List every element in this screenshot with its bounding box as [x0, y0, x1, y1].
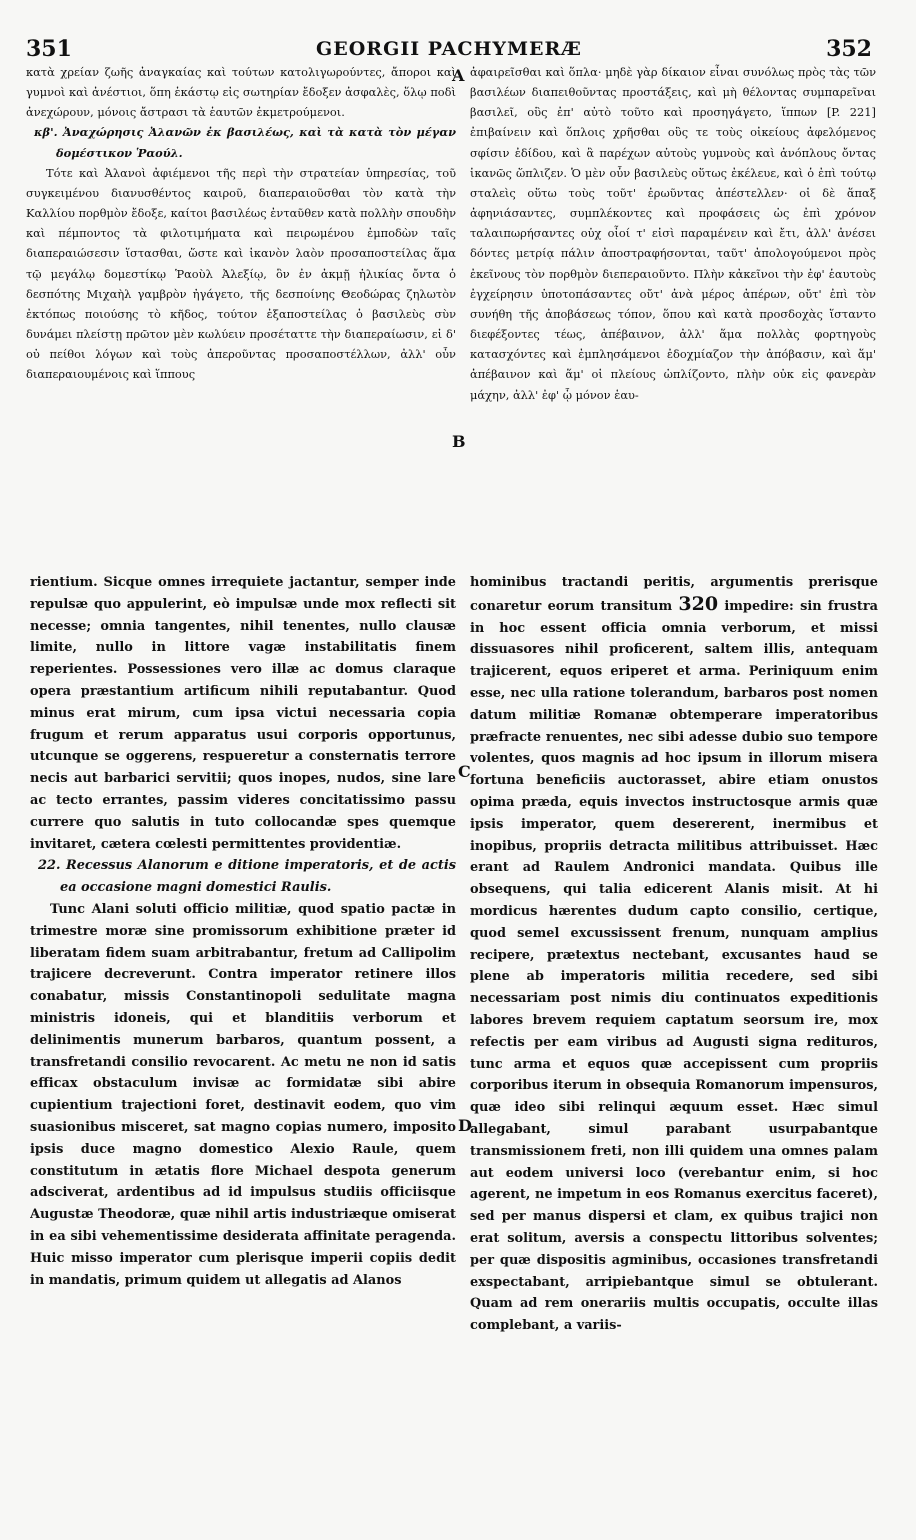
- page-number-left: 351: [26, 36, 72, 62]
- latin-column-right: [470, 572, 878, 1532]
- margin-letter-d: D: [458, 1116, 472, 1135]
- latin-paragraph: [470, 572, 878, 1337]
- margin-letter-a: A: [452, 66, 465, 85]
- page-number-right: 352: [826, 36, 872, 62]
- greek-column-right: [470, 62, 876, 570]
- latin-paragraph: rientium. Sicque omnes irrequiete jactantur, semper inde repulsæ quo appulerint, eò impulsæ unde mox reflecti sit necesse; omnia tangentes, nihil tenentes, nullo clausæ limite, nullo in littore vagæ instabilitatis finem reperientes. Possessiones vero illæ ac domus claraque opera præstantium artificum nihili reputabantur. Quod minus erat mirum, cum ipsa victui necessaria copia frugum et rerum apparatus usui corporis opportunus, utcunque se oggerens, respueretur a consternatis terrore necis aut barbarici servitii; quos inopes, nudos, sine lare ac tecto errantes, passim videres concitatissimo passu currere quo salutis in tuto collocandæ spes quemque invitaret, cætera cœlesti permittentes providentiæ.: [30, 575, 456, 852]
- latin-paragraph: Tunc Alani soluti officio militiæ, quod spatio pactæ in trimestre moræ sine promissorum exhibitione præter id liberatam fidem suam arbitrabantur, fretum ad Callipolim trajicere decreverunt. Contra imperator retinere illos conabatur, missis Constantinopoli sedulitate magna ministris idoneis, qui et blanditiis verborum et delinimentis munerum barbaros, quantum possent, a transfretandi consilio revocarent. Ac metu ne non id satis efficax obstaculum invisæ ac formidatæ sibi abire cupientium trajectioni foret, destinavit eodem, quo vim suasionibus misceret, sat magno copias numero, imposito ipsis duce magno domestico Alexio Raule, quem constitutum in ætatis flore Michael despota generum adsciverat, ardentibus ad id impulsus studiis officiisque Augustæ Theodoræ, quæ nihil artis industriæque omiserat in ea sibi vehementissime desiderata affinitate peragenda. Huic misso imperator cum plerisque imperii copiis dedit in mandatis, primum quidem ut allegatis ad Alanos: [30, 901, 456, 1288]
- margin-letter-b: B: [452, 432, 466, 451]
- greek-section-heading: κβ'. Ἀναχώρησις Ἀλανῶν ἐκ βασιλέως, καὶ τὰ κατὰ τὸν μέγαν δομέστικον Ῥαούλ.: [34, 125, 456, 160]
- greek-paragraph: κατὰ χρείαν ζωῆς ἀναγκαίας καὶ τούτων κατολιγωρούντες, ἄποροι καὶ γυμνοὶ καὶ ἀνέστιοι, ὅπη ἑκάστῳ εἰς σωτηρίαν ἔδοξεν ἀσφαλὲς, ὅλῳ ποδὶ ἀνεχώρουν, μόνοις ἄστρασι τὰ ἑαυτῶν ἐκμετρούμενοι.: [26, 65, 456, 120]
- latin-text: hominibus tractandi peritis, argumentis prerisque conaretur eorum transitum: [470, 575, 878, 614]
- latin-section-heading: 22. Recessus Alanorum e ditione imperatoris, et de actis ea occasione magni domestici Raulis.: [38, 858, 456, 896]
- greek-paragraph: Τότε καὶ Ἀλανοὶ ἀφιέμενοι τῆς περὶ τὴν στρατείαν ὑπηρεσίας, τοῦ συγκειμένου διανυσθέντος καιροῦ, διαπεραιοῦσθαι τὸν κατὰ τὴν Καλλίου πορθμὸν ἔδοξε, καίτοι βασιλέως ἐνταῦθεν κατὰ πολλὴν σπουδὴν καὶ πέμποντος τὰ φιλοτιμήματα καὶ πειρωμένου ἐμποδὼν ταῖς διαπεραιώσεσιν ἵστασθαι, ὥστε καὶ ἱκανὸν λαὸν προσαποστείλας ἅμα τῷ μεγάλῳ δομεστίκῳ Ῥαοὺλ Ἀλεξίῳ, ὃν ἐν ἀκμῇ ἡλικίας ὄντα ὁ δεσπότης Μιχαὴλ γαμβρὸν ἠγάγετο, τῆς δεσποίνης Θεοδώρας ζηλωτὸν ἐκτόπως ποιούσης τὸ κῆδος, τούτον ἐξαποστείλας ὁ βασιλεὺς σὺν δυνάμει πλείστῃ πρῶτον μὲν κωλύειν προσέταττε τὴν διαπεραίωσιν, εἰ δ' οὐ πείθοι λόγων καὶ τοὺς ἀπεροῦντας προσαποστέλλων, ἀλλ' οὖν διαπεραιουμένοις καὶ ἵππους: [26, 165, 456, 382]
- latin-text: impedire: sin frustra in hoc essent officia omnia verborum, et missi dissuasores nihil proficerent, saltem illis, antequam trajicerent, equos eriperet et arma. Periniquum enim esse, nec ulla ratione tolerandum, barbaros post nomen datum militiæ Romanæ obtemperare imperatoribus præfracte renuentes, nec sibi adesse dubio suo tempore volentes, quos magnis ad hoc ipsum in illorum misera fortuna beneficiis auctorasset, abire etiam onustos opima præda, equis invectos instructosque armis quæ ipsis imperator, quem desererent, inermibus et inopibus, propriis detracta militibus attribuisset. Hæc erant ad Raulem Andronici mandata. Quibus ille obsequens, qui talia edicerent Alanis misit. At hi mordicus hærentes dudum capto consilio, certique, quod semel excussissent frenum, nunquam amplius recipere, prætextus nectebant, excusantes haud se plene ab imperatoris militia recedere, sed sibi necessariam post nimis diu continuatos expeditionis labores brevem requiem captatum seorsum ire, mox refectis per eam viribus ad Augusti signa redituros, tunc arma et equos quæ accepissent cum propriis corporibus iterum in obsequia Romanorum impensuros, quæ ideo sibi relinqui æquum esset. Hæc simul allegabant, simul parabant usurpabantque transmissionem freti, non illi quidem una omnes palam aut eodem universi loco (verebantur enim, si hoc agerent, ne impetum in eos Romanus exercitus faceret), sed per manus dispersi et clam, ex quibus trajici non erat solitum, aversis a conspectu littoribus solventes; per quæ dispositis agminibus, occasiones transfretandi exspectabant, arripiebantque simul se obtulerant. Quam ad rem onerariis multis occupatis, occulte illas complebant, a variis-: [470, 598, 878, 1334]
- running-title: GEORGII PACHYMERÆ: [316, 38, 582, 60]
- page-header: [26, 36, 872, 62]
- latin-column-left: [30, 572, 456, 1532]
- edition-page-marker: 320: [678, 592, 719, 615]
- greek-paragraph: ἀφαιρεῖσθαι καὶ ὅπλα· μηδὲ γὰρ δίκαιον εἶναι συνόλως πρὸς τὰς τῶν βασιλέων διαπειθοῦντας προστάξεις, καὶ μὴ θέλοντας συμπαρεῖναι βασιλεῖ, οὓς ἐπ' αὐτὸ τοῦτο καὶ προσηγάγετο, ἵππων [P. 221] ἐπιβαίνειν καὶ ὅπλοις χρῆσθαι οὓς τε τοὺς οἰκείους ἀφελόμενος σφίσιν ἐδίδου, καὶ ἃ παρέχων αὐτοὺς γυμνοὺς καὶ ἀνόπλους ὄντας ἱκανῶς ὥπλιζεν. Ὁ μὲν οὖν βασιλεὺς οὕτως ἐκέλευε, καὶ ὁ ἐπὶ τούτῳ σταλεὶς οὕτω τοὺς τοῦτ' ἐρωῦντας ἀπέστελλεν· οἱ δὲ ἅπαξ ἀφηνιάσαντες, συμπλέκοντες καὶ προφάσεις ὡς ἐπὶ χρόνον ταλαιπωρήσαντες οὐχ οἷοί τ' εἰσὶ παραμένειν καὶ ἔτι, ἀλλ' ἀνέσει δόντες μετρίᾳ πάλιν ἀποστραφήσονται, ταῦτ' ἀπολογούμενοι πρὸς ἐκεῖνους τὸν πορθμὸν διεπεραιοῦντο. Πλὴν κἀκεῖνοι τὴν ἐφ' ἑαυτοὺς ἐγχείρησιν ὑποτοπάσαντες οὔτ' ἀνὰ μέρος ἀπέρων, οὔτ' ἐπὶ τὸν συνήθη τῆς ἀποβάσεως τόπον, ὅπου καὶ κατὰ προσδοχὰς ἵσταντο διεφέξοντες τέως, ἀπέβαινον, ἀλλ' ἅμα πολλὰς φορτηγοὺς κατασχόντες καὶ ἐμπλησάμενοι ἐδοχμίαζον τὴν ἀπόβασιν, καὶ ἅμ' ἀπέβαινον καὶ ἅμ' οἱ πλείους ὡπλίζοντο, πλὴν οὐκ εἰς φανερὰν μάχην, ἀλλ' ἐφ' ᾧ μόνον ἑαυ-: [470, 65, 876, 402]
- greek-column-left: [26, 62, 456, 570]
- margin-letter-c: C: [458, 762, 471, 781]
